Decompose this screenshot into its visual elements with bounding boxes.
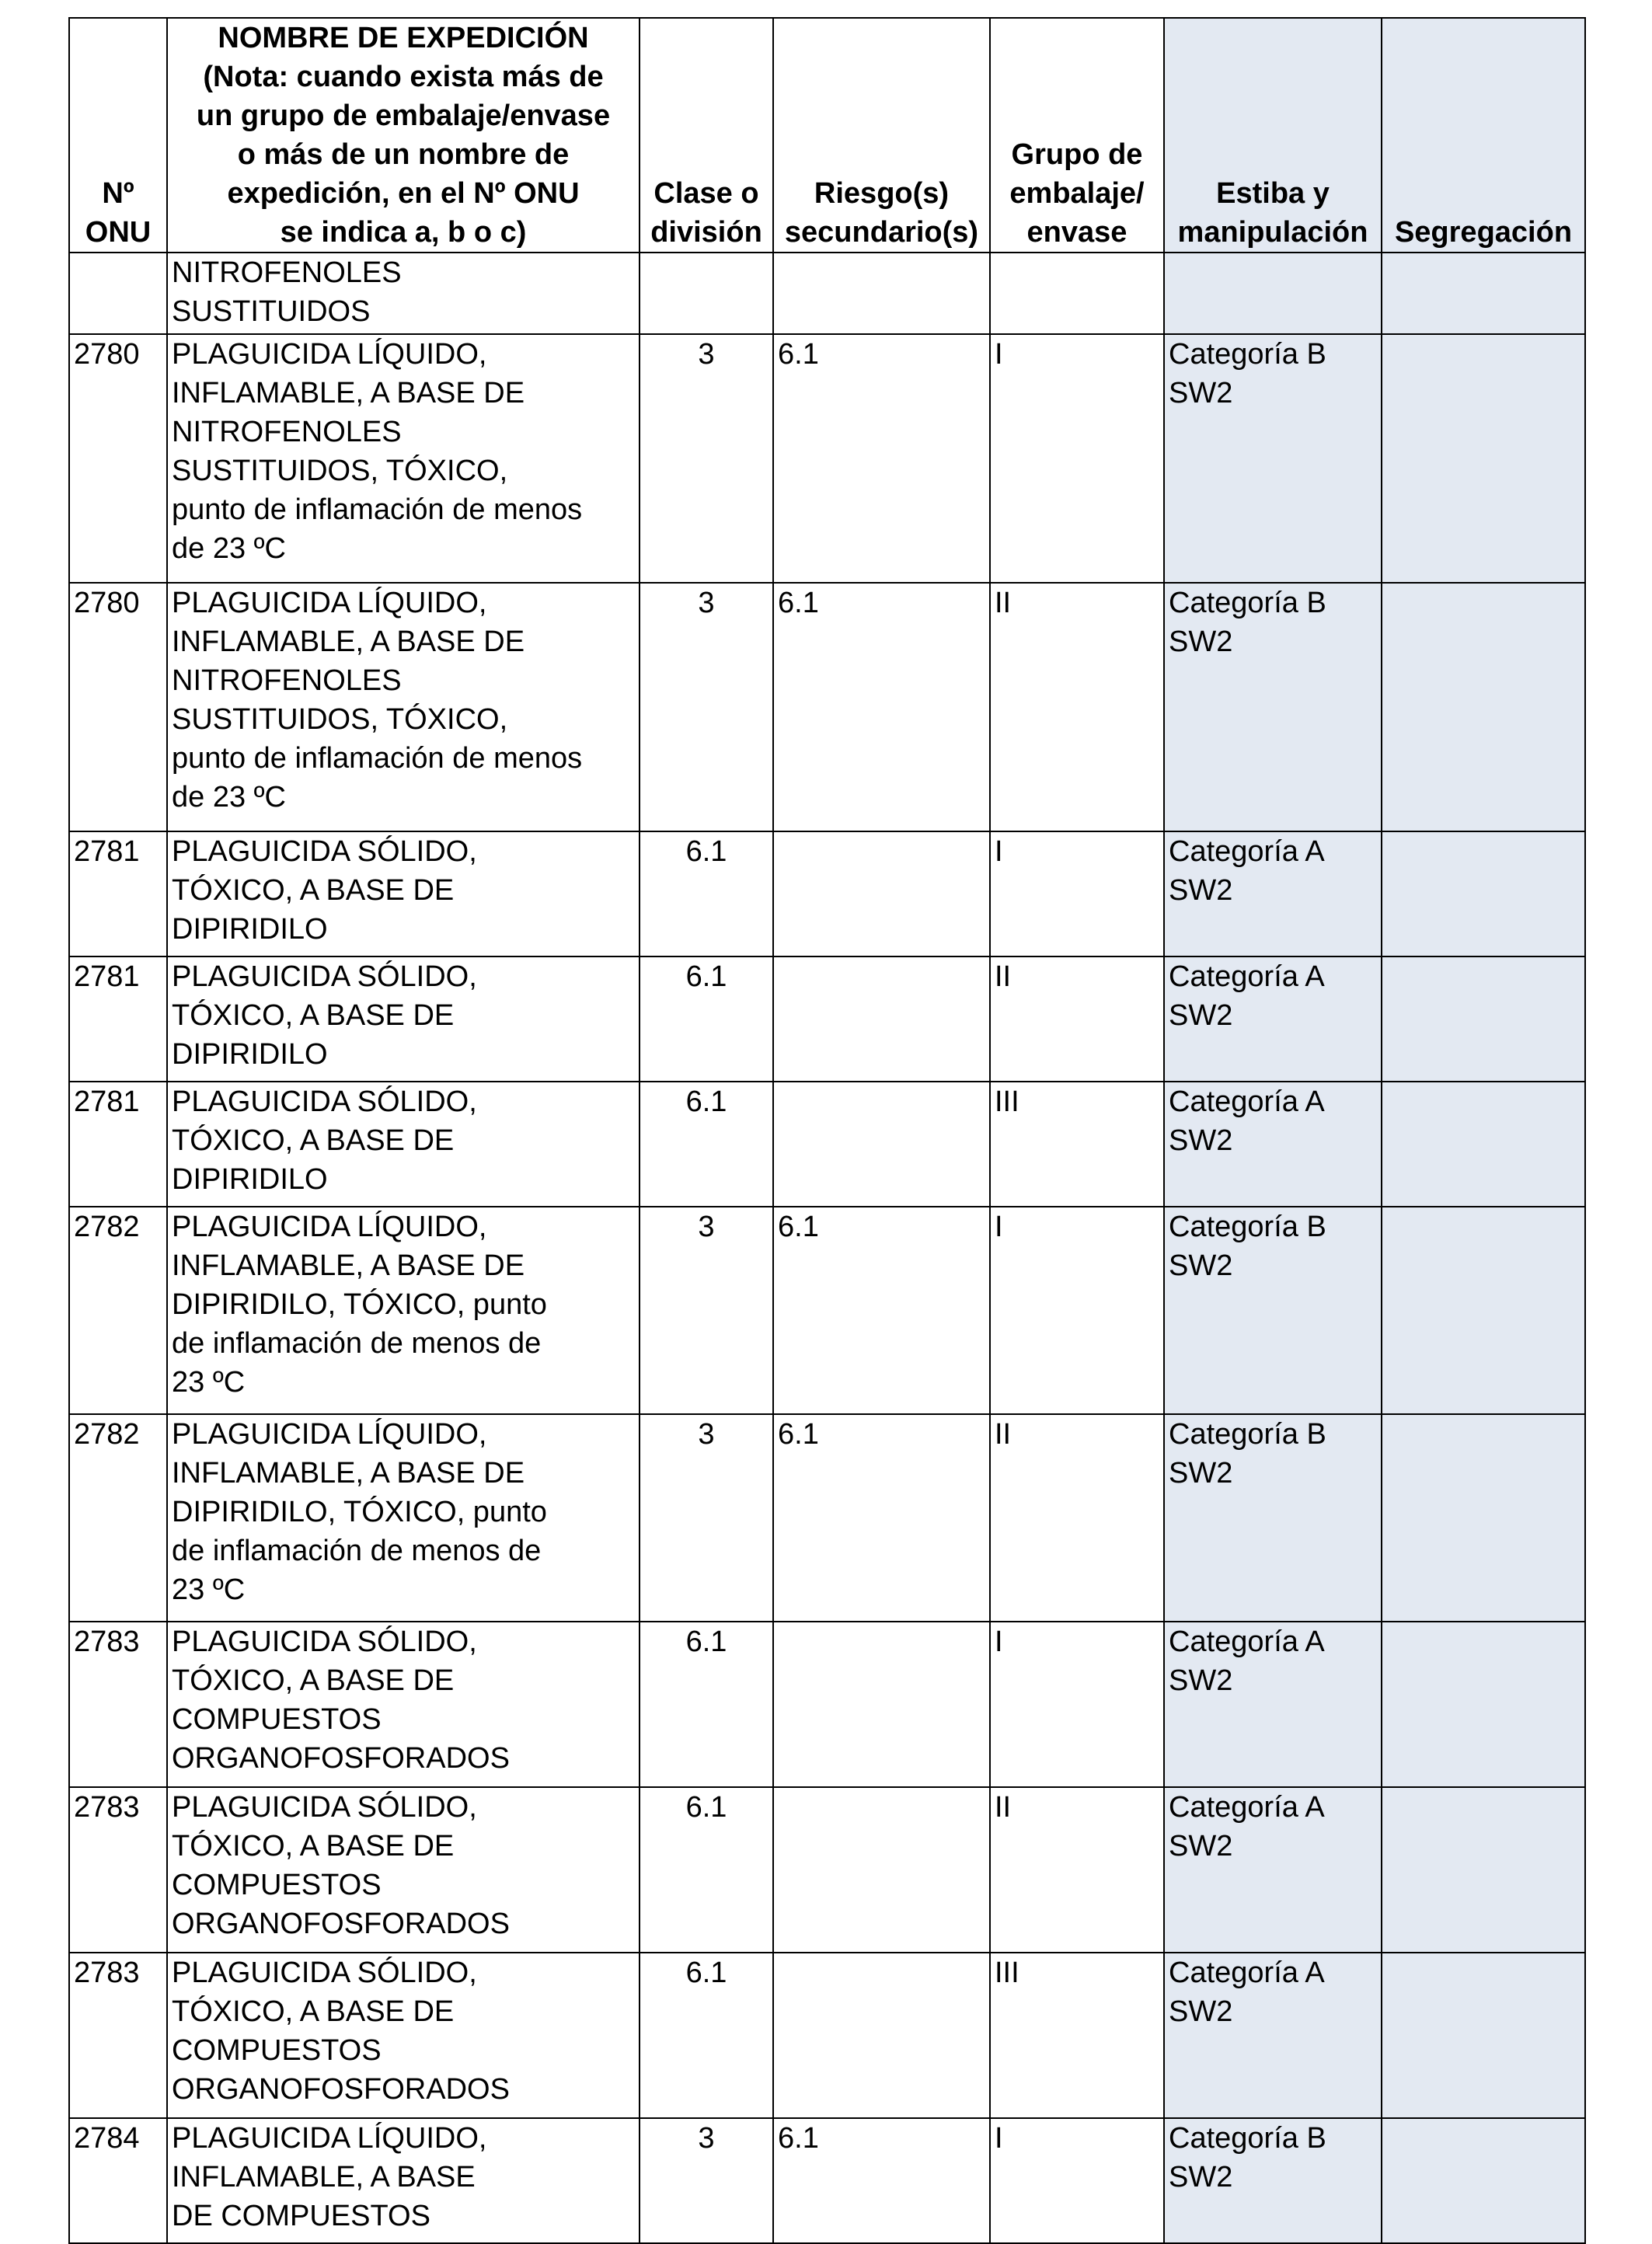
cell-onu: 2781 <box>69 1082 167 1207</box>
table-header <box>69 18 1585 253</box>
text-line: manipulación <box>1177 216 1368 249</box>
text-line: Categoría A <box>1169 1626 1325 1658</box>
cell-segregacion <box>1382 1787 1585 1953</box>
text-line: SW2 <box>1169 625 1233 658</box>
cell-clase <box>640 253 773 334</box>
header-onu <box>69 18 167 253</box>
cell-segregacion <box>1382 334 1585 583</box>
text-line: INFLAMABLE, A BASE DE <box>172 1457 525 1490</box>
cell-estiba <box>1164 1207 1382 1414</box>
text-line: PLAGUICIDA SÓLIDO, <box>172 1085 477 1118</box>
cell-grupo: I <box>990 334 1164 583</box>
cell-estiba <box>1164 831 1382 956</box>
cell-nombre-expedicion <box>167 1787 640 1953</box>
cell-grupo: I <box>990 1622 1164 1787</box>
cell-nombre-expedicion <box>167 583 640 831</box>
text-line: SW2 <box>1169 1995 1233 2028</box>
text-line: TÓXICO, A BASE DE <box>172 874 455 907</box>
text-line: PLAGUICIDA SÓLIDO, <box>172 1626 477 1658</box>
cell-clase: 3 <box>640 2118 773 2243</box>
cell-estiba <box>1164 1414 1382 1622</box>
text-line: de 23 ºC <box>172 781 286 814</box>
cell-onu: 2782 <box>69 1207 167 1414</box>
text-line: división <box>650 216 762 249</box>
text-line: ONU <box>85 216 152 249</box>
text-line: de inflamación de menos de <box>172 1327 542 1360</box>
text-line: SW2 <box>1169 1830 1233 1862</box>
cell-clase: 3 <box>640 1414 773 1622</box>
cell-riesgo <box>773 1787 990 1953</box>
text-line: DIPIRIDILO <box>172 1163 328 1196</box>
cell-riesgo: 6.1 <box>773 583 990 831</box>
text-line: un grupo de embalaje/envase <box>196 99 611 132</box>
text-line: PLAGUICIDA SÓLIDO, <box>172 835 477 868</box>
text-line: Categoría B <box>1169 2122 1326 2155</box>
text-line: PLAGUICIDA LÍQUIDO, <box>172 1211 487 1243</box>
text-line: SW2 <box>1169 1124 1233 1157</box>
header-row <box>69 18 1585 253</box>
cell-riesgo: 6.1 <box>773 1414 990 1622</box>
cell-clase: 6.1 <box>640 1953 773 2118</box>
text-line: COMPUESTOS <box>172 1703 382 1736</box>
cell-riesgo <box>773 1953 990 2118</box>
cell-clase: 6.1 <box>640 956 773 1082</box>
text-line: DIPIRIDILO, TÓXICO, punto <box>172 1288 547 1321</box>
text-line: NITROFENOLES <box>172 416 402 448</box>
text-line: envase <box>1026 216 1127 249</box>
cell-riesgo <box>773 956 990 1082</box>
text-line: DIPIRIDILO <box>172 913 328 946</box>
text-line: SW2 <box>1169 377 1233 409</box>
text-line: COMPUESTOS <box>172 2034 382 2067</box>
text-line: TÓXICO, A BASE DE <box>172 1830 455 1862</box>
cell-onu: 2783 <box>69 1953 167 2118</box>
text-line: o más de un nombre de <box>237 138 570 171</box>
cell-grupo <box>990 253 1164 334</box>
cell-clase: 6.1 <box>640 1787 773 1953</box>
text-line: Categoría B <box>1169 338 1326 371</box>
header-riesgo <box>773 18 990 253</box>
text-line: expedición, en el Nº ONU <box>227 177 580 210</box>
text-line: SUSTITUIDOS <box>172 295 371 328</box>
cell-estiba <box>1164 2118 1382 2243</box>
text-line: INFLAMABLE, A BASE <box>172 2161 476 2193</box>
text-line: Clase o <box>653 177 759 210</box>
header-estiba <box>1164 18 1382 253</box>
cell-estiba <box>1164 253 1382 334</box>
cell-riesgo <box>773 253 990 334</box>
text-line: PLAGUICIDA LÍQUIDO, <box>172 2122 487 2155</box>
cell-onu: 2781 <box>69 831 167 956</box>
text-line: ORGANOFOSFORADOS <box>172 2073 510 2106</box>
text-line: Nº <box>102 177 134 210</box>
text-line: Categoría A <box>1169 960 1325 993</box>
table-row <box>69 831 1585 956</box>
text-line: PLAGUICIDA LÍQUIDO, <box>172 338 487 371</box>
cell-estiba <box>1164 1082 1382 1207</box>
text-line: embalaje/ <box>1009 177 1145 210</box>
cell-clase: 6.1 <box>640 1082 773 1207</box>
cell-clase: 6.1 <box>640 831 773 956</box>
text-line: 23 ºC <box>172 1366 246 1399</box>
table-row <box>69 2118 1585 2243</box>
text-line: ORGANOFOSFORADOS <box>172 1742 510 1775</box>
text-line: INFLAMABLE, A BASE DE <box>172 625 525 658</box>
table-row <box>69 334 1585 583</box>
text-line: TÓXICO, A BASE DE <box>172 1124 455 1157</box>
text-line: Categoría B <box>1169 1211 1326 1243</box>
table-body <box>69 253 1585 2243</box>
header-nombre-expedicion <box>167 18 640 253</box>
text-line: Categoría A <box>1169 1957 1325 1989</box>
cell-riesgo <box>773 831 990 956</box>
text-line: COMPUESTOS <box>172 1869 382 1901</box>
cell-nombre-expedicion <box>167 2118 640 2243</box>
cell-onu: 2782 <box>69 1414 167 1622</box>
text-line: NITROFENOLES <box>172 664 402 697</box>
text-line: ORGANOFOSFORADOS <box>172 1908 510 1940</box>
cell-grupo: II <box>990 583 1164 831</box>
text-line: SW2 <box>1169 999 1233 1032</box>
text-line: Segregación <box>1394 216 1573 249</box>
cell-nombre-expedicion <box>167 831 640 956</box>
cell-segregacion <box>1382 583 1585 831</box>
cell-grupo: II <box>990 1414 1164 1622</box>
cell-nombre-expedicion <box>167 334 640 583</box>
cell-segregacion <box>1382 956 1585 1082</box>
cell-grupo: III <box>990 1082 1164 1207</box>
cell-grupo: II <box>990 956 1164 1082</box>
cell-clase: 3 <box>640 1207 773 1414</box>
text-line: PLAGUICIDA LÍQUIDO, <box>172 587 487 619</box>
cell-estiba <box>1164 1953 1382 2118</box>
cell-nombre-expedicion <box>167 956 640 1082</box>
text-line: Estiba y <box>1216 177 1330 210</box>
cell-segregacion <box>1382 831 1585 956</box>
text-line: SW2 <box>1169 1457 1233 1490</box>
text-line: Categoría B <box>1169 1418 1326 1451</box>
cell-clase: 3 <box>640 334 773 583</box>
cell-estiba <box>1164 583 1382 831</box>
cell-grupo: I <box>990 831 1164 956</box>
table-row <box>69 1207 1585 1414</box>
cell-grupo: III <box>990 1953 1164 2118</box>
text-line: NITROFENOLES <box>172 256 402 289</box>
text-line: Categoría B <box>1169 587 1326 619</box>
cell-segregacion <box>1382 1622 1585 1787</box>
table-row <box>69 956 1585 1082</box>
table-row <box>69 583 1585 831</box>
text-line: SW2 <box>1169 1249 1233 1282</box>
table-row <box>69 1622 1585 1787</box>
table-row <box>69 1787 1585 1953</box>
text-line: secundario(s) <box>784 216 979 249</box>
cell-nombre-expedicion <box>167 1622 640 1787</box>
text-line: INFLAMABLE, A BASE DE <box>172 377 525 409</box>
text-line: DE COMPUESTOS <box>172 2200 430 2232</box>
text-line: Categoría A <box>1169 1791 1325 1824</box>
dangerous-goods-table <box>68 17 1586 2244</box>
text-line: Riesgo(s) <box>814 177 950 210</box>
text-line: (Nota: cuando exista más de <box>203 61 604 93</box>
text-line: DIPIRIDILO <box>172 1038 328 1071</box>
text-line: DIPIRIDILO, TÓXICO, punto <box>172 1496 547 1528</box>
text-line: INFLAMABLE, A BASE DE <box>172 1249 525 1282</box>
text-line: 23 ºC <box>172 1573 246 1606</box>
text-line: SW2 <box>1169 2161 1233 2193</box>
cell-clase: 3 <box>640 583 773 831</box>
cell-onu <box>69 253 167 334</box>
cell-riesgo: 6.1 <box>773 2118 990 2243</box>
cell-estiba <box>1164 334 1382 583</box>
cell-grupo: II <box>990 1787 1164 1953</box>
header-clase <box>640 18 773 253</box>
cell-nombre-expedicion <box>167 253 640 334</box>
text-line: PLAGUICIDA SÓLIDO, <box>172 1791 477 1824</box>
text-line: SUSTITUIDOS, TÓXICO, <box>172 703 508 736</box>
cell-clase: 6.1 <box>640 1622 773 1787</box>
cell-riesgo: 6.1 <box>773 1207 990 1414</box>
cell-riesgo <box>773 1622 990 1787</box>
text-line: TÓXICO, A BASE DE <box>172 999 455 1032</box>
table-row <box>69 253 1585 334</box>
cell-estiba <box>1164 1787 1382 1953</box>
text-line: NOMBRE DE EXPEDICIÓN <box>218 22 589 54</box>
cell-onu: 2781 <box>69 956 167 1082</box>
cell-grupo: I <box>990 1207 1164 1414</box>
cell-segregacion <box>1382 1207 1585 1414</box>
cell-segregacion <box>1382 2118 1585 2243</box>
cell-nombre-expedicion <box>167 1414 640 1622</box>
cell-onu: 2780 <box>69 583 167 831</box>
header-grupo <box>990 18 1164 253</box>
cell-estiba <box>1164 1622 1382 1787</box>
cell-segregacion <box>1382 253 1585 334</box>
text-line: de 23 ºC <box>172 532 286 565</box>
cell-riesgo <box>773 1082 990 1207</box>
text-line: PLAGUICIDA SÓLIDO, <box>172 1957 477 1989</box>
cell-onu: 2780 <box>69 334 167 583</box>
text-line: SW2 <box>1169 1664 1233 1697</box>
cell-riesgo: 6.1 <box>773 334 990 583</box>
text-line: TÓXICO, A BASE DE <box>172 1664 455 1697</box>
text-line: PLAGUICIDA LÍQUIDO, <box>172 1418 487 1451</box>
cell-nombre-expedicion <box>167 1082 640 1207</box>
text-line: Categoría A <box>1169 1085 1325 1118</box>
text-line: Categoría A <box>1169 835 1325 868</box>
text-line: punto de inflamación de menos <box>172 742 583 775</box>
table-row <box>69 1953 1585 2118</box>
text-line: punto de inflamación de menos <box>172 493 583 526</box>
header-segregacion <box>1382 18 1585 253</box>
text-line: Grupo de <box>1011 138 1143 171</box>
table-row <box>69 1082 1585 1207</box>
cell-onu: 2783 <box>69 1622 167 1787</box>
cell-onu: 2784 <box>69 2118 167 2243</box>
cell-grupo: I <box>990 2118 1164 2243</box>
cell-estiba <box>1164 956 1382 1082</box>
text-line: SW2 <box>1169 874 1233 907</box>
cell-onu: 2783 <box>69 1787 167 1953</box>
text-line: SUSTITUIDOS, TÓXICO, <box>172 455 508 487</box>
text-line: se indica a, b o c) <box>280 216 527 249</box>
cell-segregacion <box>1382 1953 1585 2118</box>
text-line: TÓXICO, A BASE DE <box>172 1995 455 2028</box>
cell-segregacion <box>1382 1082 1585 1207</box>
cell-nombre-expedicion <box>167 1953 640 2118</box>
cell-segregacion <box>1382 1414 1585 1622</box>
table-row <box>69 1414 1585 1622</box>
text-line: PLAGUICIDA SÓLIDO, <box>172 960 477 993</box>
text-line: de inflamación de menos de <box>172 1535 542 1567</box>
cell-nombre-expedicion <box>167 1207 640 1414</box>
